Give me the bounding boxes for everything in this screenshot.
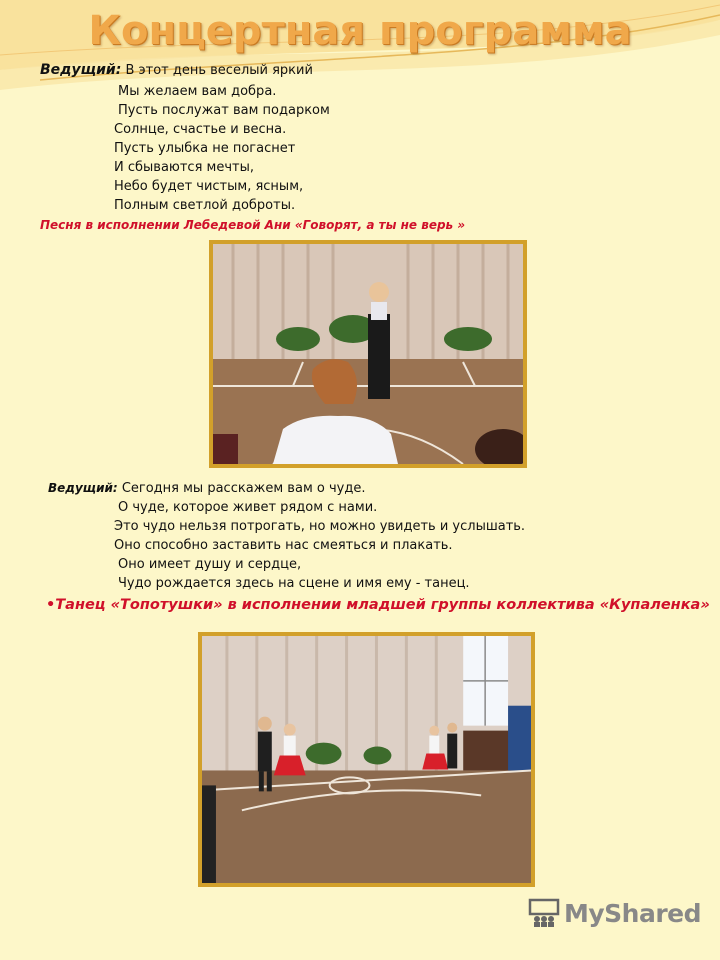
photo-dance-image xyxy=(202,636,531,883)
speaker-label: Ведущий: xyxy=(40,62,122,78)
poem-line: И сбываются мечты, xyxy=(114,160,254,175)
page-title: Концертная программа xyxy=(88,8,632,54)
poem-line: Это чудо нельзя потрогать, но можно увидеть и услышать. xyxy=(114,519,526,534)
performance-note-song: Песня в исполнении Лебедевой Ани «Говорят, а ты не верь » xyxy=(40,218,466,232)
poem-text: В этот день веселый яркий xyxy=(125,63,313,78)
photo-dance xyxy=(198,632,535,887)
speaker-label: Ведущий: xyxy=(48,481,118,495)
poem-line xyxy=(48,481,365,496)
poem-line: Оно имеет душу и сердце, xyxy=(118,557,302,572)
poem-text: Сегодня мы расскажем вам о чуде. xyxy=(121,481,366,496)
myshared-logo xyxy=(528,898,701,928)
photo-singer-image xyxy=(213,244,523,464)
poem-line: Чудо рождается здесь на сцене и имя ему - танец. xyxy=(118,576,470,591)
poem-line: Пусть послужат вам подарком xyxy=(118,103,330,118)
poem-line xyxy=(40,62,313,78)
poem-line: Полным светлой доброты. xyxy=(114,198,296,213)
poem-line: Оно способно заставить нас смеяться и плакать. xyxy=(114,538,453,553)
poem-line: Пусть улыбка не погаснет xyxy=(114,141,296,156)
performance-note-dance: •Танец «Топотушки» в исполнении младшей группы коллектива «Купаленка» xyxy=(46,597,710,613)
logo-text: MyShared xyxy=(564,898,702,928)
poem-line: Мы желаем вам добра. xyxy=(118,84,277,99)
poem-line: Солнце, счастье и весна. xyxy=(114,122,287,137)
photo-singer xyxy=(209,240,527,468)
poem-line: О чуде, которое живет рядом с нами. xyxy=(118,500,378,515)
classroom-icon xyxy=(528,898,560,928)
poem-line: Небо будет чистым, ясным, xyxy=(114,179,304,194)
